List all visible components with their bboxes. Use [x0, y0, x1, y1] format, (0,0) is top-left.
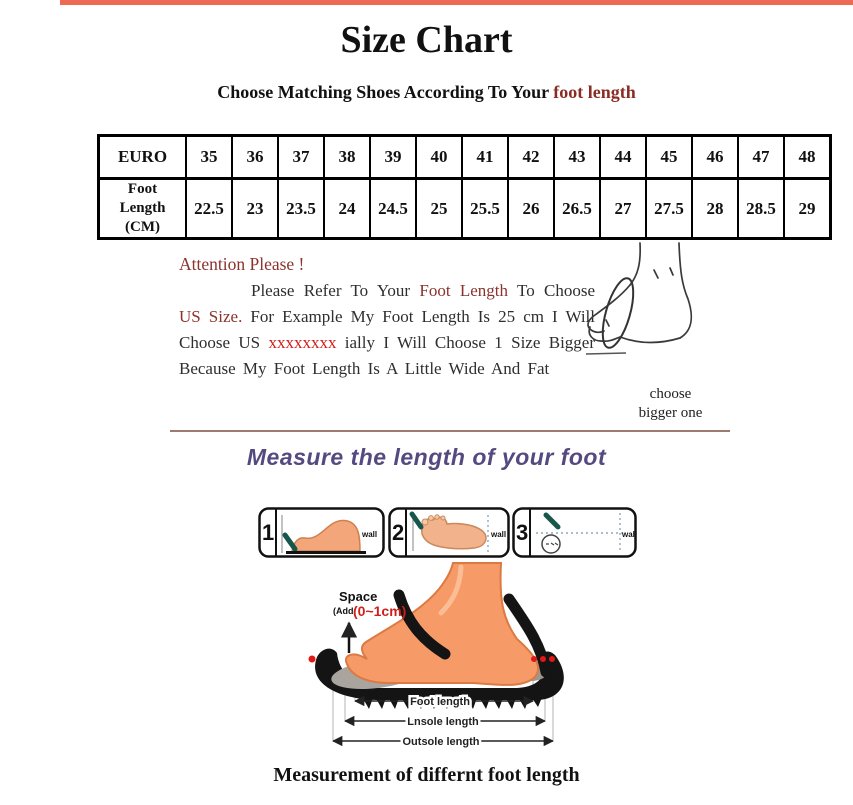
top-accent-bar [60, 0, 853, 5]
euro-size-cell: 38 [324, 136, 370, 179]
choose-note-line: choose [649, 386, 692, 402]
step-1-panel [258, 507, 385, 558]
foot-length-cell: 26.5 [554, 179, 600, 239]
foot-length-cell: 28 [692, 179, 738, 239]
attention-text: To Choose [508, 281, 595, 300]
euro-size-cell: 46 [692, 136, 738, 179]
attention-censored-text: xxxxxxxx [268, 333, 337, 352]
space-label: Space [339, 589, 378, 604]
shoe-measurement-diagram [303, 561, 575, 761]
measure-heading: Measure the length of your foot [246, 444, 607, 470]
bottom-caption: Measurement of differnt foot length [273, 764, 580, 786]
euro-size-cell: 41 [462, 136, 508, 179]
foot-length-cell: 24.5 [370, 179, 416, 239]
page-title: Size Chart [340, 19, 513, 61]
step-1-number: 1 [262, 520, 275, 545]
subtitle-highlight: foot length [553, 82, 636, 102]
foot-length-cell: 27 [600, 179, 646, 239]
insole-length-label: Lnsole length [407, 716, 479, 728]
foot-length-cell: 29 [784, 179, 831, 239]
step-3-panel [512, 507, 637, 558]
foot-length-label: Foot length [410, 696, 470, 708]
attention-us-size-highlight: US Size. [179, 307, 243, 326]
attention-text: For Example My Foot Length Is 25 cm I Will Choose US [179, 307, 595, 352]
euro-size-cell: 48 [784, 136, 831, 179]
wall-label: wall [622, 530, 637, 539]
size-table [97, 134, 832, 240]
euro-size-cell: 42 [508, 136, 554, 179]
attention-paragraph [179, 278, 595, 382]
foot-length-header-line: Foot [127, 181, 158, 198]
euro-size-cell: 47 [738, 136, 784, 179]
euro-size-cell: 44 [600, 136, 646, 179]
space-add-label: (Add [333, 606, 354, 616]
foot-length-cell: 22.5 [186, 179, 232, 239]
foot-illustration [346, 563, 538, 685]
wall-label: wall [362, 530, 378, 539]
foot-length-cell: 27.5 [646, 179, 692, 239]
choose-note-line: bigger one [638, 405, 703, 421]
wide-leader-line [586, 353, 626, 354]
section-divider [170, 430, 730, 432]
foot-length-header-cell [99, 179, 187, 239]
subtitle-text: Choose Matching Shoes According To Your [217, 82, 554, 102]
foot-length-cell: 25.5 [462, 179, 508, 239]
choose-bigger-one-note [608, 385, 733, 423]
foot-length-cell: 28.5 [738, 179, 784, 239]
euro-size-cell: 43 [554, 136, 600, 179]
size-table-euro-row [99, 136, 831, 179]
euro-size-cell: 35 [186, 136, 232, 179]
space-range-label: (0~1cm) [353, 603, 407, 619]
foot-length-cell: 25 [416, 179, 462, 239]
euro-size-cell: 40 [416, 136, 462, 179]
euro-header-cell: EURO [99, 136, 187, 179]
step-3-number: 3 [516, 520, 529, 545]
foot-length-header-line: (CM) [125, 218, 160, 235]
attention-foot-length-highlight: Foot Length [419, 281, 509, 300]
floor-line [286, 551, 366, 554]
foot-length-cell: 26 [508, 179, 554, 239]
wall-label: wall [491, 530, 507, 539]
attention-text: Please Refer To Your [251, 281, 420, 300]
attention-block [179, 254, 595, 382]
attention-text: ially I Will Choose 1 Size Bigger Because My Foot Length Is A Little Wide And Fat [179, 333, 596, 378]
euro-size-cell: 36 [232, 136, 278, 179]
subtitle [0, 82, 853, 103]
attention-heading: Attention Please ! [179, 254, 305, 274]
size-table-footlength-row [99, 179, 831, 239]
euro-size-cell: 45 [646, 136, 692, 179]
foot-length-cell: 23 [232, 179, 278, 239]
outsole-length-label: Outsole length [402, 736, 480, 748]
foot-sketch-icon [584, 241, 714, 367]
euro-size-cell: 37 [278, 136, 324, 179]
foot-length-cell: 23.5 [278, 179, 324, 239]
step-2-panel [388, 507, 510, 558]
euro-size-cell: 39 [370, 136, 416, 179]
step-2-number: 2 [392, 520, 405, 545]
foot-length-cell: 24 [324, 179, 370, 239]
foot-length-header-line: Length [119, 200, 166, 217]
